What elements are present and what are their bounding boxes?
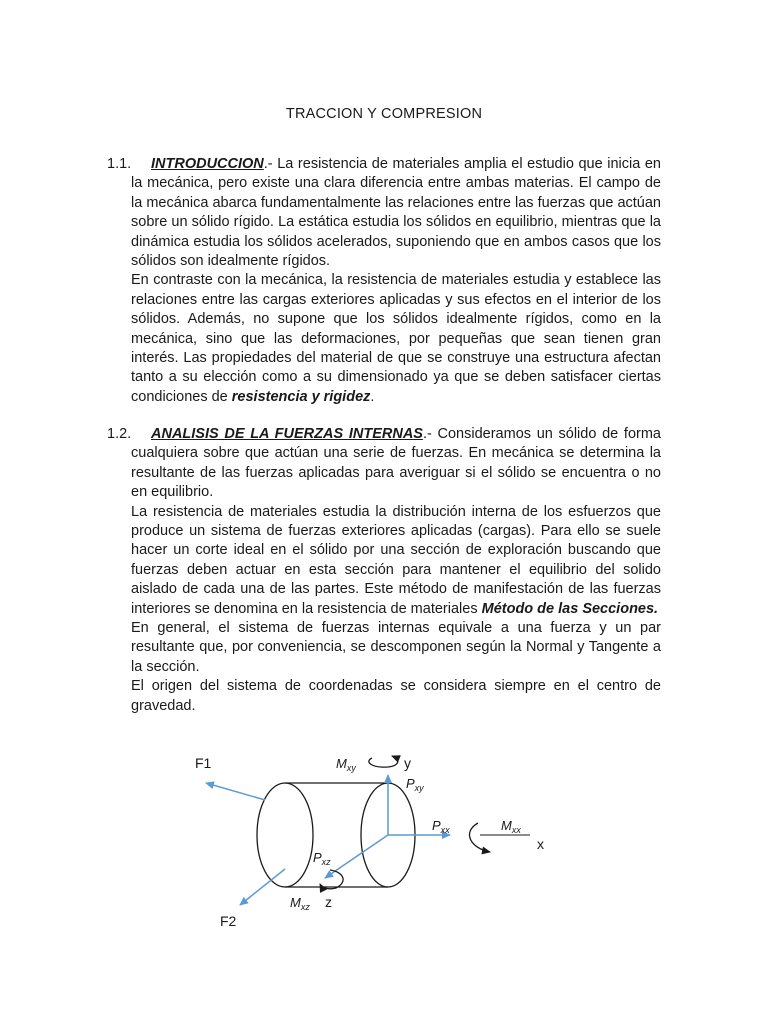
label-mxz-sub: xz xyxy=(300,902,310,912)
section-number: 1.1. xyxy=(107,156,132,172)
label-mxy-sub: xy xyxy=(346,763,356,773)
label-pxz xyxy=(313,850,331,867)
paragraph: En general, el sistema de fuerzas internas equivale a una fuerza y un par resultante que, por conveniencia, se descomponen según la Normal y Tangente a la sección. xyxy=(131,620,661,675)
paragraph xyxy=(131,425,661,503)
label-pxz-base: P xyxy=(313,850,322,865)
paragraph-text: . xyxy=(370,388,375,405)
label-f2: F2 xyxy=(220,913,237,929)
paragraph xyxy=(131,503,661,619)
force-f2-arrow xyxy=(240,869,285,905)
cylinder-left-end xyxy=(257,783,313,887)
label-pxz-sub: xz xyxy=(321,857,331,867)
label-z: z xyxy=(325,894,332,910)
force-f1-arrow xyxy=(206,783,265,800)
paragraph-text: .- Consideramos un sólido de forma cualquiera sobre que actúan una serie de fuerzas. En mecánica se determina la resultante de las fuerzas aplicadas para averiguar si el sólido se encuentra o no en equilibrio. xyxy=(131,426,661,501)
emphasis-text: resistencia y rigidez xyxy=(231,388,371,405)
section-number: 1.2. xyxy=(107,426,132,442)
section-heading: ANALISIS DE LA FUERZAS INTERNAS xyxy=(151,426,423,442)
label-x: x xyxy=(537,836,544,852)
page-title: TRACCION Y COMPRESION xyxy=(285,106,483,122)
label-pxx xyxy=(432,818,450,835)
label-pxy-base: P xyxy=(406,776,415,791)
section-introduccion xyxy=(107,155,661,407)
paragraph xyxy=(131,271,661,407)
paragraph: El origen del sistema de coordenadas se considera siempre en el centro de gravedad. xyxy=(131,678,661,714)
emphasis-text: Método de las Secciones. xyxy=(481,600,659,617)
section-analisis xyxy=(107,425,661,716)
label-mxx-base: M xyxy=(501,818,512,833)
label-y: y xyxy=(404,755,411,771)
section-heading: INTRODUCCION xyxy=(151,156,264,172)
label-mxx-sub: xx xyxy=(511,825,521,835)
label-mxz xyxy=(290,895,310,912)
label-pxy xyxy=(406,776,424,793)
label-mxy xyxy=(336,756,356,773)
label-mxz-base: M xyxy=(290,895,301,910)
label-mxx xyxy=(501,818,521,835)
label-f1: F1 xyxy=(195,755,212,771)
paragraph-text: La resistencia de materiales estudia la distribución interna de los esfuerzos que produce un sistema de fuerzas exteriores aplicadas (cargas). Para ello se suele hacer un corte ideal en el sólido por una sección de exploración buscando que fuerzas deben actuar en esta sección para mantener el equilibrio del solido aislado de cada una de las partes. Este método de manifestación de las fuerzas interiores se denomina en la resistencia de materiales xyxy=(131,503,661,617)
label-pxx-base: P xyxy=(432,818,441,833)
paragraph xyxy=(131,155,661,271)
paragraph-text: .- La resistencia de materiales amplia el estudio que inicia en la mecánica, pero existe una clara diferencia entre ambas materias. El campo de la mecánica abarca fundamentalmente las relaciones entre las fuerzas que actúan sobre un sólido rígido. La estática estudia los sólidos en equilibrio, mientras que la dinámica estudia los sólidos acelerados, suponiendo que en ambos casos que los sólidos son idealmente rígidos. xyxy=(131,156,661,270)
label-pxy-sub: xy xyxy=(414,783,424,793)
moment-mxy-arc xyxy=(369,756,398,767)
label-pxx-sub: xx xyxy=(440,825,450,835)
label-mxy-base: M xyxy=(336,756,347,771)
moment-mxx-arc xyxy=(469,823,490,852)
paragraph-text: En contraste con la mecánica, la resistencia de materiales estudia y establece las relaciones entre las cargas exteriores aplicadas y sus efectos en el interior de los sólidos. Además, no supone que los sólidos idealmente rígidos, como en la mecánica, sino que las deformaciones, por pequeñas que sean tienen gran interés. Las propiedades del material de que se construye una estructura afectan tanto a su elección como a su dimensionado ya que se deben satisfacer ciertas condiciones de xyxy=(131,272,661,405)
forces-diagram xyxy=(0,740,768,940)
